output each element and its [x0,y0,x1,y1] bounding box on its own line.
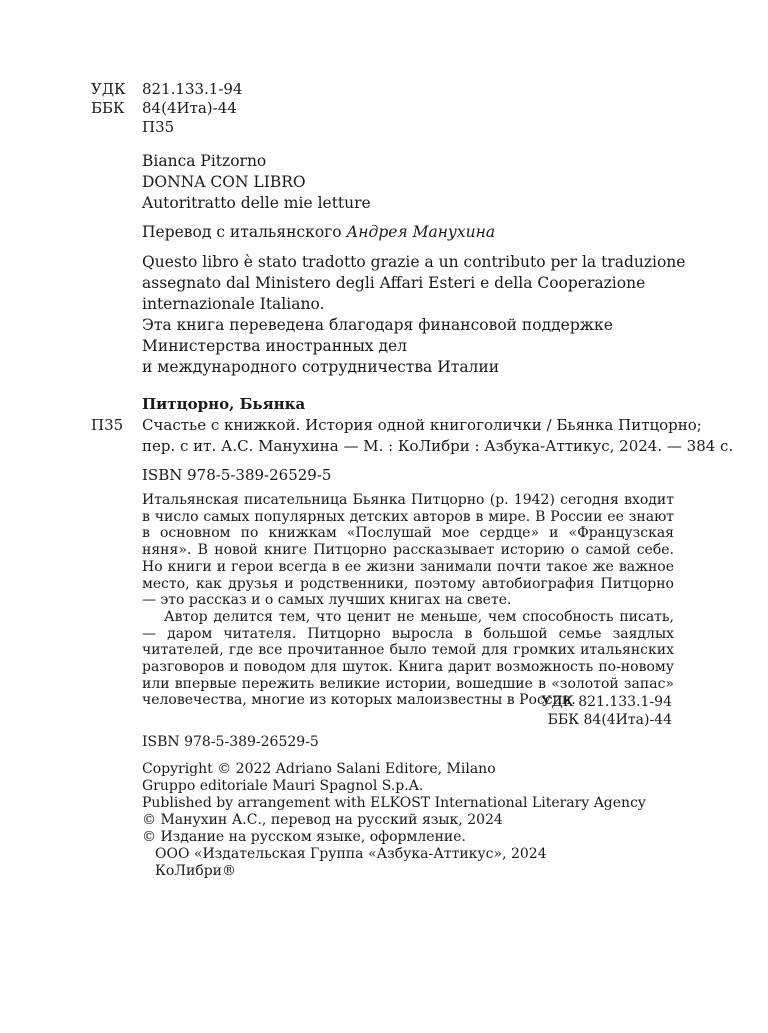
footer-isbn: ISBN 978-5-389-26529-5 [142,734,319,750]
copyright-line: © Манухин А.С., перевод на русский язык, 2024 [142,812,503,828]
grant-it-line: assegnato dal Ministero degli Affari Esteri e della Cooperazione [142,274,646,292]
translation-prefix: Перевод с итальянского [142,223,347,241]
annotation-paragraph: Автор делится тем, что ценит не меньше, чем способность писать, — даром читателя. Питцорно выросла в большой семье заядлых читателей, где все прочитанное было темой для громких итальянских разговоров и поводом для шуток. Книга дарит возможность по-новому или впервые пережить великие истории, вошедшие в «золотой запас» человечества, многие из которых малоизвестны в России. [142,608,674,709]
annotation [142,492,674,709]
grant-it-line: Questo libro è stato tradotto grazie a un contributo per la traduzione [142,253,686,271]
udk-label: УДК [91,80,126,98]
udk-value: 821.133.1-94 [142,80,243,98]
copyright-line: Published by arrangement with ELKOST International Literary Agency [142,795,646,811]
copyright-line: © Издание на русском языке, оформление. [142,829,466,845]
original-author: Bianca Pitzorno [142,152,267,170]
author-sign: П35 [142,118,175,136]
grant-ru-line: Министерства иностранных дел [142,337,408,355]
catalog-sign: П35 [91,416,124,434]
catalog-entry-line: пер. с ит. А.С. Манухина — М. : КоЛибри : Азбука-Аттикус, 2024. — 384 с. [142,437,734,455]
classif-bbk: ББК 84(4Ита)-44 [547,712,672,728]
bbk-label: ББК [91,99,125,117]
classif-udk: УДК 821.133.1-94 [541,694,672,710]
copyright-line: КоЛибри® [155,863,236,879]
copyright-line: ООО «Издательская Группа «Азбука-Аттикус», 2024 [155,846,547,862]
original-title: DONNA CON LIBRO [142,173,306,191]
translation-credit [142,223,495,241]
grant-ru-line: и международного сотрудничества Италии [142,358,500,376]
catalog-isbn: ISBN 978-5-389-26529-5 [142,466,332,484]
annotation-paragraph: Итальянская писательница Бьянка Питцорно (р. 1942) сегодня входит в число самых популярных детских авторов в мире. В России ее знают в основном по книжкам «Послушай мое сердце» и «Французская няня». В новой книге Питцорно рассказывает историю о самой себе. Но книги и герои всегда в ее жизни занимали почти такое же важное место, как друзья и родственники, поэтому автобиография Питцорно — это рассказ и о самых лучших книгах на свете. [142,492,674,609]
copyright-line: Gruppo editoriale Mauri Spagnol S.p.A. [142,778,424,794]
translator-name: Андрея Манухина [346,223,496,241]
grant-ru-line: Эта книга переведена благодаря финансовой поддержке [142,316,613,334]
grant-it-line: internazionale Italiano. [142,295,325,313]
bbk-value: 84(4Ита)-44 [142,99,237,117]
catalog-heading: Питцорно, Бьянка [142,395,306,413]
catalog-entry-line: Счастье с книжкой. История одной книгоголички / Бьянка Питцорно; [142,416,702,434]
copyright-line: Copyright © 2022 Adriano Salani Editore, Milano [142,761,496,777]
original-subtitle: Autoritratto delle mie letture [142,194,371,212]
